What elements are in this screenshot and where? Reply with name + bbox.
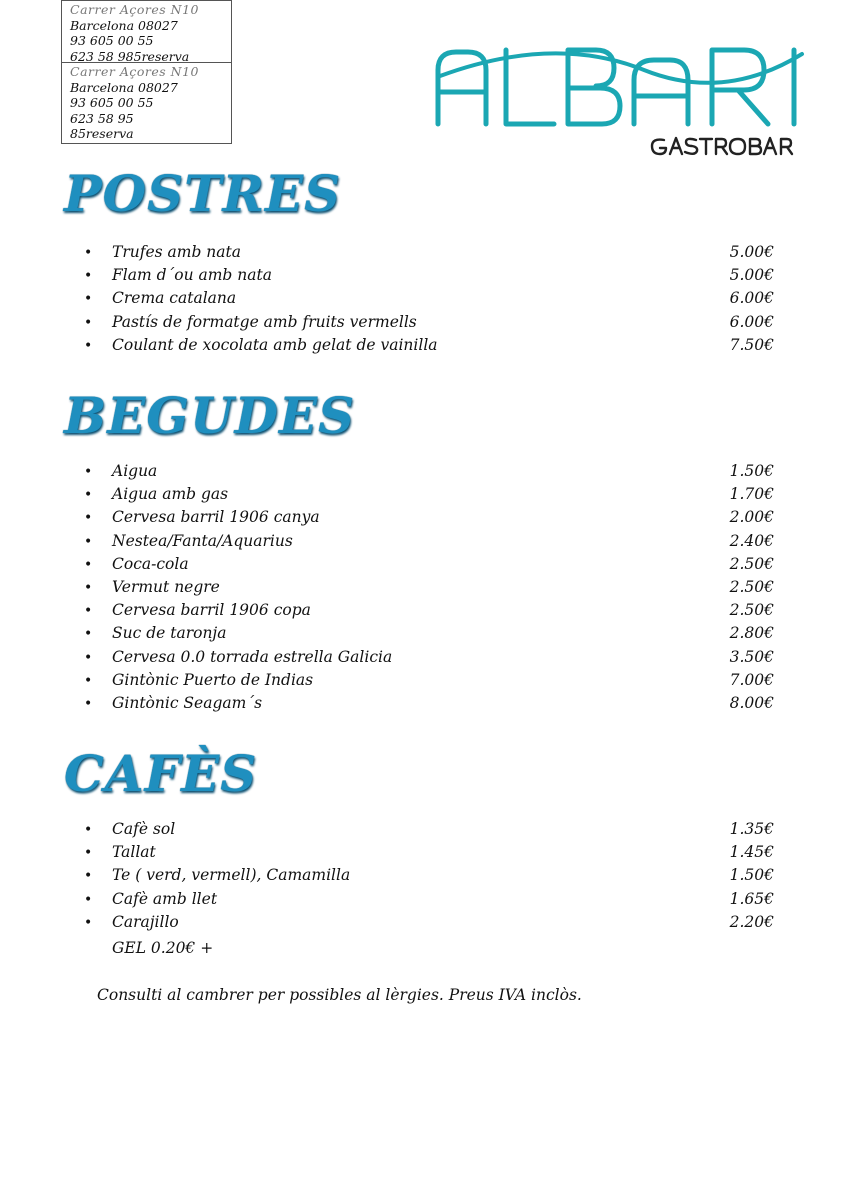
- item-price: 7.00€: [729, 670, 774, 689]
- list-item: [84, 820, 774, 843]
- bullet-icon: •: [84, 845, 93, 862]
- list-item: [84, 289, 774, 312]
- item-name: Flam d´ou amb nata: [112, 266, 272, 285]
- item-price: 2.50€: [729, 554, 774, 573]
- bullet-icon: •: [84, 291, 93, 308]
- item-name: Carajillo: [112, 912, 179, 931]
- item-price: 2.20€: [729, 912, 774, 931]
- bullet-icon: •: [84, 314, 93, 331]
- section-title-cafes: CAFÈS: [64, 744, 258, 803]
- item-price: 1.50€: [729, 462, 774, 480]
- postres-list: [84, 243, 774, 359]
- bullet-icon: •: [84, 464, 93, 480]
- item-price: 6.00€: [729, 312, 774, 331]
- bullet-icon: •: [84, 533, 93, 550]
- address-city: Barcelona 08027: [70, 17, 178, 33]
- item-name: Pastís de formatge amb fruits vermells: [112, 312, 417, 331]
- list-item: [84, 578, 774, 601]
- address-phone-reservations-cont: 85reserva: [70, 126, 134, 141]
- bullet-icon: •: [84, 626, 93, 643]
- bullet-icon: •: [84, 579, 93, 596]
- albari-logo-graphic: [434, 40, 806, 160]
- list-item: [84, 485, 774, 508]
- item-name: Cafè amb llet: [112, 889, 218, 908]
- item-price: 3.50€: [729, 647, 774, 666]
- bullet-icon: •: [84, 868, 93, 885]
- list-item: [84, 890, 774, 913]
- bullet-icon: •: [84, 822, 93, 838]
- item-name: Coulant de xocolata amb gelat de vainilla: [112, 335, 438, 354]
- bullet-icon: •: [84, 672, 93, 689]
- bullet-icon: •: [84, 603, 93, 620]
- list-item: [84, 601, 774, 624]
- address-phone-reservations: 623 58 985reserva: [70, 48, 190, 63]
- item-name: Cafè sol: [112, 820, 176, 838]
- address-street: Carrer Açores N10: [70, 2, 199, 17]
- bullet-icon: •: [84, 268, 93, 285]
- item-price: 2.00€: [729, 508, 774, 527]
- item-price: 2.80€: [729, 624, 774, 643]
- item-price: 5.00€: [729, 266, 774, 285]
- item-price: 5.00€: [729, 243, 774, 261]
- item-name: Te ( verd, vermell), Camamilla: [112, 866, 351, 885]
- item-name: Gintònic Puerto de Indias: [112, 670, 314, 689]
- allergy-footer-note: Consulti al cambrer per possibles al lèrgies. Preus IVA inclòs.: [97, 986, 582, 1004]
- list-item: [84, 843, 774, 866]
- item-price: 1.35€: [729, 820, 774, 838]
- list-item: [84, 913, 774, 936]
- address-street: Carrer Açores N10: [70, 64, 199, 79]
- list-item: [84, 866, 774, 889]
- item-price: 1.45€: [729, 843, 774, 862]
- item-name: Aigua: [112, 462, 158, 480]
- item-price: 2.50€: [729, 577, 774, 596]
- item-price: 1.65€: [729, 889, 774, 908]
- list-item: [84, 313, 774, 336]
- address-phone: 93 605 00 55: [70, 33, 154, 48]
- item-name: Gintònic Seagam´s: [112, 693, 263, 712]
- list-item: [84, 624, 774, 647]
- item-name: Vermut negre: [112, 577, 220, 596]
- item-name: Nestea/Fanta/Aquarius: [112, 531, 293, 550]
- item-name: Cervesa barril 1906 canya: [112, 508, 320, 527]
- begudes-list: [84, 462, 774, 717]
- item-name: Cervesa 0.0 torrada estrella Galicia: [112, 647, 393, 666]
- bullet-icon: •: [84, 914, 93, 931]
- gel-extra-note: GEL 0.20€ +: [112, 939, 214, 957]
- bullet-icon: •: [84, 337, 93, 354]
- list-item: [84, 694, 774, 717]
- list-item: [84, 462, 774, 485]
- list-item: [84, 555, 774, 578]
- item-price: 8.00€: [729, 693, 774, 712]
- bullet-icon: •: [84, 891, 93, 908]
- item-price: 1.70€: [729, 485, 774, 504]
- list-item: [84, 336, 774, 359]
- address-phone-reservations: 623 58 95: [70, 110, 134, 126]
- bullet-icon: •: [84, 556, 93, 573]
- item-name: Crema catalana: [112, 289, 237, 308]
- list-item: [84, 532, 774, 555]
- albari-logo: [434, 40, 806, 160]
- list-item: [84, 266, 774, 289]
- bullet-icon: •: [84, 649, 93, 666]
- cafes-list: [84, 820, 774, 936]
- item-name: Coca-cola: [112, 554, 189, 573]
- item-price: 6.00€: [729, 289, 774, 308]
- address-box: [61, 0, 232, 63]
- bullet-icon: •: [84, 695, 93, 712]
- item-name: Suc de taronja: [112, 624, 227, 643]
- item-name: Tallat: [112, 843, 156, 862]
- item-name: Trufes amb nata: [112, 243, 242, 261]
- list-item: [84, 648, 774, 671]
- item-price: 1.50€: [729, 866, 774, 885]
- item-price: 2.40€: [729, 531, 774, 550]
- list-item: [84, 671, 774, 694]
- list-item: [84, 243, 774, 266]
- bullet-icon: •: [84, 245, 93, 261]
- item-price: 2.50€: [729, 601, 774, 620]
- item-name: Aigua amb gas: [112, 485, 229, 504]
- item-name: Cervesa barril 1906 copa: [112, 601, 311, 620]
- bullet-icon: •: [84, 510, 93, 527]
- address-city: Barcelona 08027: [70, 79, 178, 95]
- section-title-begudes: BEGUDES: [64, 386, 356, 445]
- item-price: 7.50€: [729, 335, 774, 354]
- section-title-postres: POSTRES: [64, 164, 342, 223]
- address-box-duplicate: [61, 62, 232, 144]
- bullet-icon: •: [84, 487, 93, 504]
- address-phone: 93 605 00 55: [70, 95, 154, 110]
- list-item: [84, 508, 774, 531]
